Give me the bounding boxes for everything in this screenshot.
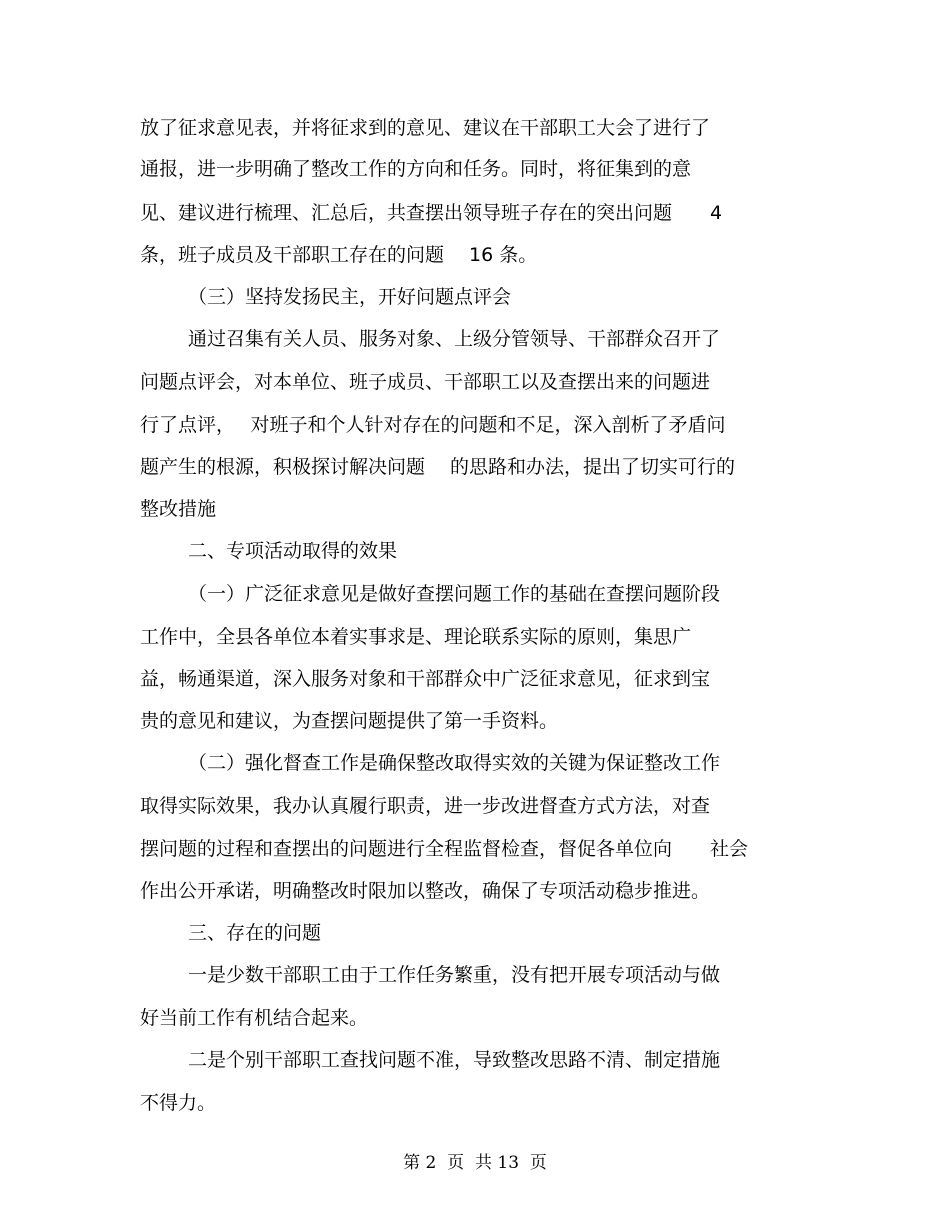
text-line: 行了点评， 对班子和个人针对存在的问题和不足，深入剖析了矛盾问	[140, 414, 726, 436]
text-line: 贵的意见和建议，为查摆问题提供了第一手资料。	[140, 710, 559, 732]
paragraph-start: 通过召集有关人员、服务对象、上级分管领导、干部群众召开了	[188, 328, 721, 350]
text-line: 作出公开承诺，明确整改时限加以整改，确保了专项活动稳步推进。	[140, 880, 711, 902]
text-line: 摆问题的过程和查摆出的问题进行全程监督检查，督促各单位向 社会	[140, 838, 749, 860]
page-number-footer: 第 2 页 共 13 页	[403, 1153, 547, 1173]
text-line: 通报，进一步明确了整改工作的方向和任务。同时，将征集到的意	[140, 158, 692, 180]
text-line: 不得力。	[140, 1092, 217, 1114]
section-subheading: （一）广泛征求意见是做好查摆问题工作的基础在查摆问题阶段	[188, 583, 721, 605]
paragraph-start: 二是个别干部职工查找问题不准，导致整改思路不清、制定措施	[188, 1049, 721, 1071]
text-line: 好当前工作有机结合起来。	[140, 1007, 369, 1029]
text-line: 取得实际效果，我办认真履行职责，进一步改进督查方式方法，对查	[140, 795, 711, 817]
section-heading: 二、专项活动取得的效果	[188, 540, 398, 562]
text-line: 工作中，全县各单位本着实事求是、理论联系实际的原则，集思广	[140, 626, 692, 648]
text-line: 问题点评会，对本单位、班子成员、干部职工以及查摆出来的问题进	[140, 371, 711, 393]
text-line: 条，班子成员及干部职工存在的问题 16 条。	[140, 244, 538, 266]
text-line: 整改措施	[140, 498, 217, 520]
text-line: 放了征求意见表，并将征求到的意见、建议在干部职工大会了进行了	[140, 117, 711, 139]
text-line: 益，畅通渠道，深入服务对象和干部群众中广泛征求意见，征求到宝	[140, 668, 711, 690]
text-line: 见、建议进行梳理、汇总后，共查摆出领导班子存在的突出问题 4	[140, 202, 723, 224]
section-heading: 三、存在的问题	[188, 922, 322, 944]
paragraph-start: 一是少数干部职工由于工作任务繁重，没有把开展专项活动与做	[188, 964, 721, 986]
section-subheading: （三）坚持发扬民主，开好问题点评会	[188, 286, 512, 308]
section-subheading: （二）强化督查工作是确保整改取得实效的关键为保证整改工作	[188, 752, 721, 774]
text-line: 题产生的根源，积极探讨解决问题 的思路和办法，提出了切实可行的	[140, 456, 736, 478]
